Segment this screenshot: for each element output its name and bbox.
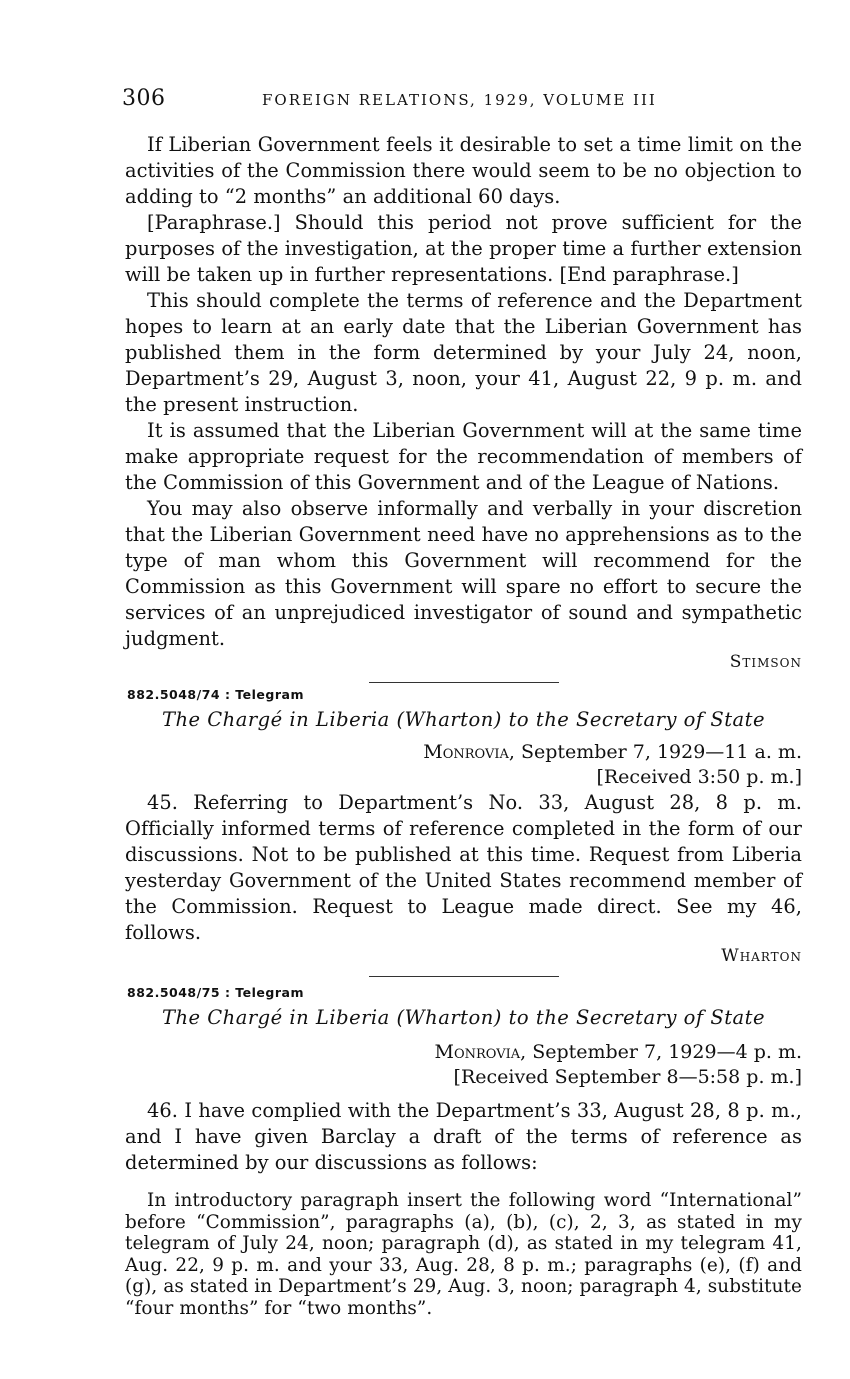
dateline	[125, 1040, 802, 1065]
dateline-date: , September 7, 1929—4 p. m.	[520, 1041, 802, 1063]
signature-stimson: Stimson	[729, 652, 802, 672]
dateline-date: , September 7, 1929—11 a. m.	[508, 741, 802, 763]
section-divider	[369, 976, 559, 977]
dateline	[125, 740, 802, 765]
page-header	[122, 86, 802, 116]
document-title: The Chargé in Liberia (Wharton) to the Secretary of State	[161, 1006, 766, 1029]
dateline-place: Monrovia	[434, 1041, 521, 1063]
paragraph: It is assumed that the Liberian Government will at the same time make appropriate request for the recommendation of members of the Commission of this Government and of the League of Nations.	[125, 419, 802, 494]
received-line: [Received 3:50 p. m.]	[596, 766, 802, 788]
page-body	[125, 132, 802, 1319]
section-divider	[369, 682, 559, 683]
paragraph: You may also observe informally and verbally in your discretion that the Liberian Government need have no apprehensions as to the type of man whom this Government will recommend for the Commission as this Government will spare no effort to secure the services of an unprejudiced investigator of sound and sympathetic judgment.	[125, 497, 802, 650]
quoted-instruction: In introductory paragraph insert the following word “International” before “Commission”, paragraphs (a), (b), (c), 2, 3, as stated in my telegram of July 24, noon; paragraph (d), as stated in my telegram 41, Aug. 22, 9 p. m. and your 33, Aug. 28, 8 p. m.; paragraphs (e), (f) and (g), as stated in Department’s 29, Aug. 3, noon; paragraph 4, substitute “four months” for “two months”.	[125, 1190, 802, 1319]
paragraph: [Paraphrase.] Should this period not prove sufficient for the purposes of the investigation, at the proper time a further extension will be taken up in further representations. [End paraphrase.]	[125, 211, 802, 286]
file-reference: 882.5048/74 : Telegram	[127, 687, 304, 702]
signature-wharton: Wharton	[721, 946, 802, 966]
paragraph: If Liberian Government feels it desirable to set a time limit on the activities of the Commission there would seem to be no objection to adding to “2 months” an additional 60 days.	[125, 133, 802, 208]
running-head: FOREIGN RELATIONS, 1929, VOLUME III	[262, 91, 657, 109]
page-number: 306	[122, 86, 166, 111]
dateline-place: Monrovia	[423, 741, 509, 763]
telegram-body: 46. I have complied with the Department’s 33, August 28, 8 p. m., and I have given Barclay a draft of the terms of reference as determined by our discussions as follows:	[125, 1099, 802, 1174]
file-reference: 882.5048/75 : Telegram	[127, 985, 304, 1000]
document-title: The Chargé in Liberia (Wharton) to the Secretary of State	[161, 708, 766, 731]
received-line: [Received September 8—5:58 p. m.]	[453, 1066, 802, 1088]
paragraph: This should complete the terms of reference and the Department hopes to learn at an early date that the Liberian Government has published them in the form determined by your July 24, noon, Department’s 29, August 3, noon, your 41, August 22, 9 p. m. and the present instruction.	[125, 289, 802, 416]
telegram-body: 45. Referring to Department’s No. 33, August 28, 8 p. m. Officially informed terms of reference completed in the form of our discussions. Not to be published at this time. Request from Liberia yesterday Government of the United States recommend member of the Commission. Request to League made direct. See my 46, follows.	[125, 791, 802, 944]
